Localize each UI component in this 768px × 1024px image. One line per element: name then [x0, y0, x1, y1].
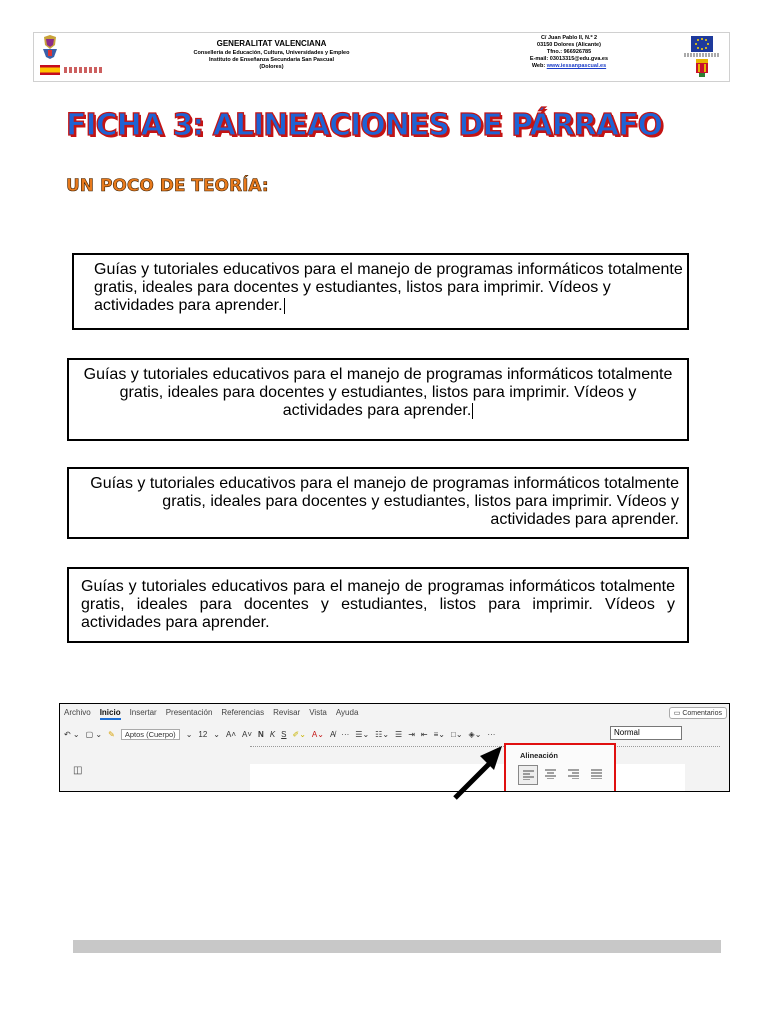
- coat-of-arms-icon: [40, 35, 60, 59]
- example-line: gratis, ideales para docentes y estudiantes, listos para imprimir. Vídeos y: [162, 493, 679, 510]
- chevron-down-icon[interactable]: ⌄: [213, 729, 220, 739]
- institution-line: (Dolores): [259, 64, 284, 70]
- comment-icon: ▭: [673, 710, 681, 717]
- regional-logo-icon: [694, 59, 710, 77]
- clear-format-icon[interactable]: A̸: [329, 729, 336, 739]
- font-color-icon[interactable]: A⌄: [311, 729, 324, 739]
- outdent-icon[interactable]: ⇤: [420, 729, 428, 739]
- underline-button[interactable]: S: [281, 729, 287, 739]
- example-line: actividades para aprender.: [94, 297, 283, 314]
- format-painter-icon[interactable]: ✎: [108, 729, 115, 739]
- text-cursor: [472, 403, 473, 419]
- example-line: actividades para aprender.: [490, 511, 679, 528]
- example-line: gratis, ideales para docentes y estudiantes, listos para imprimir. Vídeos y: [94, 279, 611, 296]
- web-line: [489, 63, 649, 70]
- example-line: actividades para aprender.: [282, 402, 472, 419]
- alignment-label: Alineación: [520, 751, 558, 760]
- institution-line: Instituto de Enseñanza Secundaria San Pascual: [208, 57, 334, 63]
- eu-caption: [684, 53, 720, 57]
- bold-button[interactable]: N: [258, 729, 264, 739]
- left-align-example: [72, 253, 689, 330]
- footer-bar: [73, 940, 721, 953]
- text-cursor: [284, 298, 285, 314]
- navigation-pane-icon[interactable]: ◫: [73, 765, 83, 776]
- align-right-button[interactable]: [564, 765, 582, 783]
- page-title: FICHA 3: ALINEACIONES DE PÁRRAFO: [66, 108, 663, 143]
- tab-presentacion[interactable]: Presentación: [165, 708, 213, 717]
- tab-archivo[interactable]: Archivo: [64, 708, 91, 717]
- tab-referencias[interactable]: Referencias: [221, 708, 265, 717]
- align-center-icon: [545, 769, 556, 779]
- justify-align-example: [67, 567, 689, 643]
- contact-info: [489, 35, 649, 70]
- shrink-font-icon[interactable]: A˅: [242, 729, 253, 739]
- alignment-popup: [504, 743, 616, 792]
- example-line: gratis, ideales para docentes y estudiantes, listos para imprimir. Vídeos y: [81, 596, 675, 613]
- pointer-arrow-icon: [450, 740, 510, 800]
- style-select[interactable]: Normal: [610, 726, 682, 740]
- italic-button[interactable]: K: [269, 729, 276, 739]
- tab-vista[interactable]: Vista: [309, 708, 327, 717]
- email-line: E-mail: 03013315@edu.gva.es: [529, 56, 609, 62]
- example-line: actividades para aprender.: [81, 614, 270, 631]
- ministry-logo: [64, 67, 104, 73]
- undo-icon[interactable]: ↶ ⌄: [64, 729, 80, 739]
- example-line: Guías y tutoriales educativos para el manejo de programas informáticos totalmente: [83, 366, 673, 383]
- address-line: C/ Juan Pablo II, N.º 2: [540, 35, 598, 41]
- align-icon[interactable]: ≡⌄: [433, 729, 445, 739]
- tab-insertar[interactable]: Insertar: [129, 708, 157, 717]
- institution-info: [184, 39, 359, 71]
- eu-flag-icon: [691, 36, 713, 52]
- example-line: Guías y tutoriales educativos para el manejo de programas informáticos totalmente: [94, 261, 683, 278]
- tab-revisar[interactable]: Revisar: [273, 708, 301, 717]
- center-align-example: [67, 358, 689, 441]
- borders-icon[interactable]: □⌄: [451, 729, 463, 739]
- word-ribbon-screenshot: [59, 703, 730, 792]
- bullets-icon[interactable]: ☰⌄: [355, 729, 370, 739]
- grow-font-icon[interactable]: A˄: [226, 729, 237, 739]
- example-line: Guías y tutoriales educativos para el manejo de programas informáticos totalmente: [81, 578, 675, 595]
- align-left-icon: [523, 770, 534, 780]
- clipboard-icon[interactable]: ▢ ⌄: [85, 729, 103, 739]
- example-line: gratis, ideales para docentes y estudiantes, listos para imprimir. Vídeos y: [119, 384, 637, 401]
- align-right-icon: [568, 769, 579, 779]
- right-align-example: [67, 467, 689, 539]
- tab-ayuda[interactable]: Ayuda: [335, 708, 359, 717]
- multilevel-icon[interactable]: ☰: [395, 729, 403, 739]
- example-line: Guías y tutoriales educativos para el manejo de programas informáticos totalmente: [90, 475, 679, 492]
- institution-line: Consellería de Educación, Cultura, Universidades y Empleo: [193, 50, 350, 56]
- font-name-select[interactable]: Aptos (Cuerpo): [121, 729, 180, 740]
- justify-button[interactable]: [587, 765, 605, 783]
- postal-line: 03150 Dolores (Alicante): [537, 42, 601, 48]
- tab-inicio[interactable]: Inicio: [100, 708, 121, 720]
- indent-icon[interactable]: ⇥: [408, 729, 415, 739]
- justify-icon: [591, 769, 602, 779]
- more-icon[interactable]: ···: [341, 729, 350, 739]
- align-left-button[interactable]: [518, 765, 538, 785]
- shading-icon[interactable]: ◈⌄: [468, 729, 482, 739]
- institution-title: GENERALITAT VALENCIANA: [216, 39, 327, 48]
- phone-line: Tfno.: 966926785: [546, 49, 592, 55]
- section-subtitle: UN POCO DE TEORÍA:: [66, 176, 269, 196]
- font-size-select[interactable]: 12: [198, 729, 208, 739]
- spain-flag-icon: [40, 65, 60, 75]
- web-label: Web:: [531, 63, 547, 69]
- website-link[interactable]: www.iessanpascual.es: [546, 63, 607, 69]
- letterhead: [33, 32, 730, 82]
- more-icon[interactable]: ···: [487, 729, 496, 739]
- ribbon-tabs: [64, 708, 358, 720]
- align-center-button[interactable]: [541, 765, 559, 783]
- comments-button[interactable]: ▭ Comentarios: [669, 707, 727, 719]
- numbering-icon[interactable]: ☷⌄: [375, 729, 390, 739]
- chevron-down-icon[interactable]: ⌄: [185, 729, 193, 739]
- highlight-icon[interactable]: ✐⌄: [292, 729, 306, 739]
